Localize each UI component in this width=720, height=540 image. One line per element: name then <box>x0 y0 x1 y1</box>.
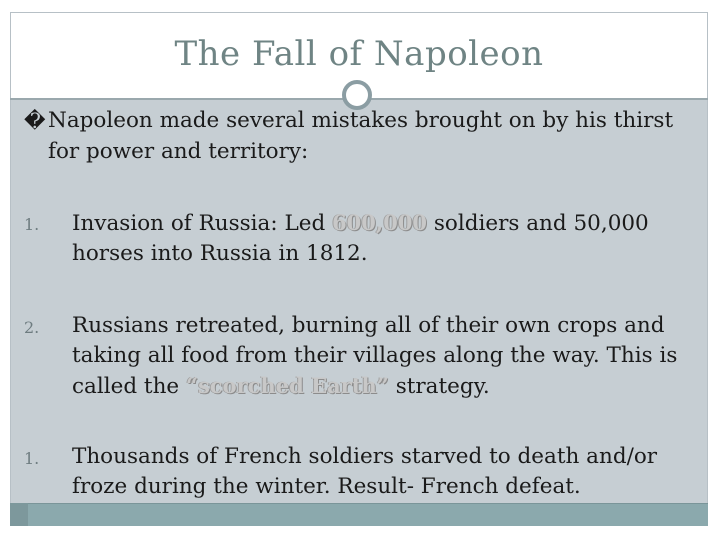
list-item-line: Russians retreated, burning all of their own crops and <box>72 313 665 338</box>
intro-line-1: Napoleon made several mistakes brought on by his thirst <box>48 108 674 133</box>
highlight-soldier-count: 600,000 <box>332 210 428 235</box>
intro-line-2: for power and territory: <box>48 139 309 164</box>
list-item-number: 1. <box>24 449 40 468</box>
list-item-line: taking all food from their villages along the way. This is <box>72 343 678 368</box>
list-item-text: called the <box>72 374 186 399</box>
list-item-line <box>72 208 649 239</box>
slide-title: The Fall of Napoleon <box>174 34 544 74</box>
list-item-line <box>72 371 490 402</box>
list-item-line: Thousands of French soldiers starved to death and/or <box>72 444 658 469</box>
list-item-number: 1. <box>24 215 40 234</box>
footer-accent <box>10 503 28 526</box>
list-item-number: 2. <box>24 318 40 337</box>
list-item-line: horses into Russia in 1812. <box>72 241 368 266</box>
list-item-text: soldiers and 50,000 <box>427 211 649 236</box>
intro-bullet-icon: � <box>24 109 46 133</box>
list-item-text: strategy. <box>388 374 490 399</box>
highlight-scorched-earth: “scorched Earth” <box>185 373 389 398</box>
list-item-text: Invasion of Russia: Led <box>72 211 333 236</box>
list-item-line: froze during the winter. Result- French defeat. <box>72 474 581 499</box>
footer-bar <box>10 503 708 526</box>
